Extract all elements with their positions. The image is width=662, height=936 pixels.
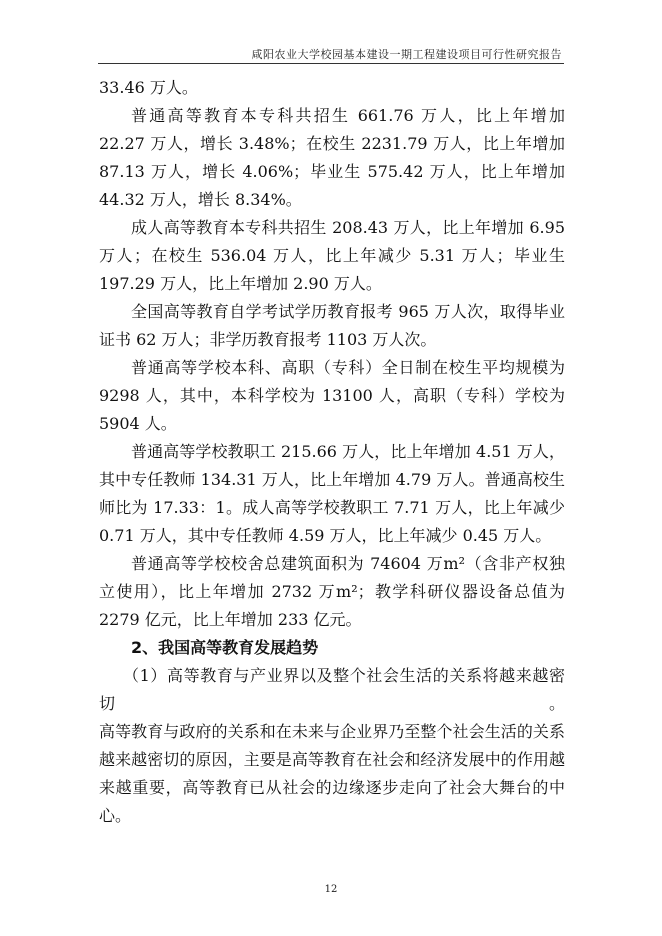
paragraph-school-scale: 普通高等学校本科、高职（专科）全日制在校生平均规模为 9298 人，其中，本科学校为 13100 人，高职（专科）学校为 5904 人。: [99, 358, 565, 433]
paragraph-self-study-exam: 全国高等教育自学考试学历教育报考 965 万人次，取得毕业证书 62 万人；非学历教育报考 1103 万人次。: [99, 302, 565, 349]
paragraph-staff: 普通高等学校教职工 215.66 万人，比上年增加 4.51 万人，其中专任教师 134.31 万人，比上年增加 4.79 万人。普通高校生师比为 17.33：1。成人高等学校教职工 7.71 万人，比上年减少 0.71 万人，其中专任教师 4.59 万人，比上年减少 0.45 万人。: [99, 442, 565, 545]
section-subheading: （1）高等教育与产业界以及整个社会生活的关系将越来越密切。: [99, 666, 565, 713]
section-paragraph: 高等教育与政府的关系和在未来与企业界乃至整个社会生活的关系越来越密切的原因，主要是高等教育在社会和经济发展中的作用越来越重要，高等教育已从社会的边缘逐步走向了社会大舞台的中心。: [99, 722, 565, 825]
section-heading: 2、我国高等教育发展趋势: [131, 638, 319, 657]
paragraph-building-area: 普通高等学校校舍总建筑面积为 74604 万m²（含非产权独立使用），比上年增加 2732 万m²；教学科研仪器设备总值为 2279 亿元，比上年增加 233 亿元。: [99, 554, 565, 629]
paragraph-regular-enrollment: 普通高等教育本专科共招生 661.76 万人，比上年增加 22.27 万人，增长 3.48%；在校生 2231.79 万人，比上年增加 87.13 万人，增长 4.06%；毕业生 575.42 万人，比上年增加 44.32 万人，增长 8.34%。: [99, 106, 565, 209]
paragraph-continuation: 33.46 万人。: [99, 78, 198, 97]
report-header-title: 咸阳农业大学校园基本建设一期工程建设项目可行性研究报告: [251, 48, 562, 61]
header-divider: [98, 63, 564, 64]
page-number: 12: [324, 884, 338, 895]
document-body: [99, 74, 565, 830]
paragraph-adult-enrollment: 成人高等教育本专科共招生 208.43 万人，比上年增加 6.95 万人；在校生 536.04 万人，比上年减少 5.31 万人；毕业生 197.29 万人，比上年增加 2.90 万人。: [99, 218, 565, 293]
